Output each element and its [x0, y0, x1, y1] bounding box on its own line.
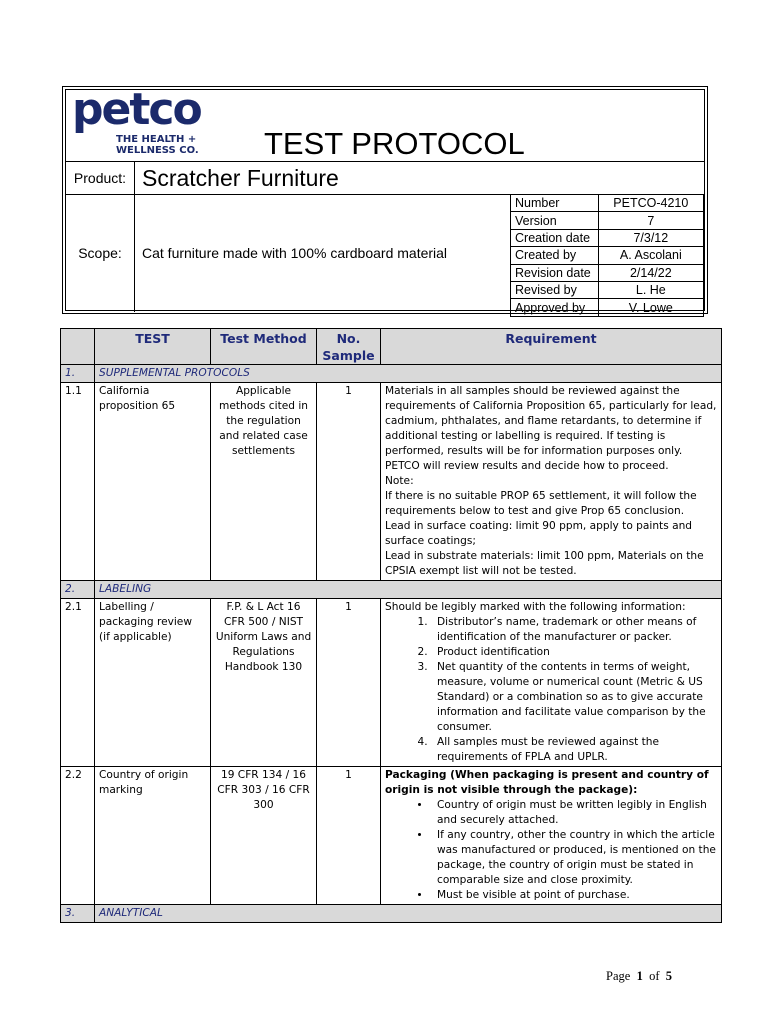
table-row: [61, 767, 722, 905]
method-line: F.P. & L Act: [226, 601, 284, 613]
page-number: [606, 969, 672, 984]
header-test-method: Test Method: [211, 329, 317, 365]
row-sample-count: 1: [317, 767, 381, 905]
meta-key: Revision date: [511, 264, 599, 281]
meta-key: Creation date: [511, 229, 599, 246]
requirement-paragraph: If there is no suitable PROP 65 settlement, it will follow the requirements below to test and give Prop 65 conclusion.: [385, 490, 697, 517]
method-line: NIST Uniform Laws and Regulations Handbook 130: [215, 616, 312, 673]
meta-row-creation-date: [511, 229, 704, 246]
document-metadata-table: [510, 194, 704, 317]
requirement-bullet-list: [385, 798, 717, 903]
meta-row-revised-by: [511, 281, 704, 298]
product-value: Scratcher Furniture: [142, 165, 339, 191]
logo-tagline-line-2: WELLNESS CO.: [116, 145, 199, 156]
section-row-analytical: [61, 905, 722, 923]
requirement-paragraph: Lead in substrate materials: limit 100 ppm, Materials on the CPSIA exempt list will not be tested.: [385, 550, 704, 577]
list-item: 4. All samples must be reviewed against the requirements of FPLA and UPLR.: [431, 735, 717, 765]
meta-row-revision-date: [511, 264, 704, 281]
header-requirement: Requirement: [381, 329, 722, 365]
meta-value: PETCO-4210: [598, 195, 703, 212]
row-number: 1.1: [61, 383, 95, 581]
list-item: 3. Net quantity of the contents in terms of weight, measure, volume or numerical count (Metric & US Standard) or a combination so as to give accurate information and facilitate value comparison by the consumer.: [431, 660, 717, 735]
row-requirement: [381, 767, 722, 905]
list-item: 1. Distributor’s name, trademark or other means of identification of the manufacturer or packer.: [431, 615, 717, 645]
meta-value: 2/14/22: [598, 264, 703, 281]
meta-value: 7: [598, 212, 703, 229]
header-test: TEST: [95, 329, 211, 365]
meta-value: A. Ascolani: [598, 247, 703, 264]
section-title: ANALYTICAL: [95, 905, 722, 923]
page-word: Page: [606, 969, 631, 983]
table-row: [61, 383, 722, 581]
header-num: [61, 329, 95, 365]
section-row-labeling: [61, 581, 722, 599]
test-protocol-table: [60, 328, 722, 923]
table-row: [61, 599, 722, 767]
section-number: 3.: [61, 905, 95, 923]
meta-key: Revised by: [511, 281, 599, 298]
section-title: LABELING: [95, 581, 722, 599]
current-page: 1: [636, 969, 643, 983]
row-test-method: Applicable methods cited in the regulation and related case settlements: [211, 383, 317, 581]
requirement-paragraph: Lead in surface coating: limit 90 ppm, apply to paints and surface coatings;: [385, 520, 693, 547]
list-item: • Must be visible at point of purchase.: [431, 888, 717, 903]
section-number: 2.: [61, 581, 95, 599]
header-no-sample: [317, 329, 381, 365]
row-test-method: [211, 599, 317, 767]
list-item: • Country of origin must be written legibly in English and securely attached.: [431, 798, 717, 828]
document-header: [62, 86, 708, 314]
row-requirement: [381, 383, 722, 581]
logo-tagline: [116, 134, 199, 156]
header-no: No.: [336, 331, 361, 346]
meta-row-approved-by: [511, 299, 704, 316]
method-line: 16 CFR 500: [223, 601, 301, 628]
row-test: Labelling / packaging review (if applicable): [95, 599, 211, 767]
meta-key: Created by: [511, 247, 599, 264]
petco-logo: [72, 84, 222, 160]
row-number: 2.1: [61, 599, 95, 767]
section-number: 1.: [61, 365, 95, 383]
meta-value: L. He: [598, 281, 703, 298]
row-test: California proposition 65: [95, 383, 211, 581]
method-line: /: [271, 616, 276, 628]
total-pages: 5: [665, 969, 672, 983]
meta-row-version: [511, 212, 704, 229]
scope-label: Scope:: [66, 194, 135, 312]
requirement-paragraph: Materials in all samples should be reviewed against the requirements of California Proposition 65, particularly for lead, cadmium, phthalates, and flame retardants, to determine if additional testing or labelling is required. If testing is performed, results will be for information purposes only. PETCO will review results and decide how to proceed.: [385, 385, 717, 472]
table-header-row: [61, 329, 722, 365]
requirement-note-label: Note:: [385, 475, 414, 487]
of-word: of: [649, 969, 660, 983]
meta-value: V. Lowe: [598, 299, 703, 316]
row-number: 2.2: [61, 767, 95, 905]
requirement-intro: Should be legibly marked with the following information:: [385, 601, 686, 613]
logo-wordmark: petco: [72, 84, 201, 135]
section-row-supplemental: [61, 365, 722, 383]
meta-key: Version: [511, 212, 599, 229]
meta-key: Number: [511, 195, 599, 212]
meta-key: Approved by: [511, 299, 599, 316]
row-sample-count: 1: [317, 599, 381, 767]
scope-value: Cat furniture made with 100% cardboard material: [142, 245, 448, 261]
product-row: [66, 161, 704, 195]
row-test-method: 19 CFR 134 / 16 CFR 303 / 16 CFR 300: [211, 767, 317, 905]
section-title: SUPPLEMENTAL PROTOCOLS: [95, 365, 722, 383]
header-frame: [65, 84, 705, 315]
list-item: 2. Product identification: [431, 645, 717, 660]
row-sample-count: 1: [317, 383, 381, 581]
meta-row-number: [511, 195, 704, 212]
requirement-intro: Packaging (When packaging is present and country of origin is not visible through the package):: [385, 769, 709, 796]
product-label: Product:: [66, 162, 135, 194]
document-title: TEST PROTOCOL: [264, 126, 525, 161]
list-item: • If any country, other the country in which the article was manufactured or produced, is mentioned on the package, the country of origin must be stated in comparable size and close proximity.: [431, 828, 717, 888]
row-test: Country of origin marking: [95, 767, 211, 905]
header-sample: Sample: [322, 348, 375, 363]
logo-tagline-line-1: THE HEALTH +: [116, 134, 197, 145]
row-requirement: [381, 599, 722, 767]
requirement-numbered-list: [385, 615, 717, 765]
meta-row-created-by: [511, 247, 704, 264]
meta-value: 7/3/12: [598, 229, 703, 246]
